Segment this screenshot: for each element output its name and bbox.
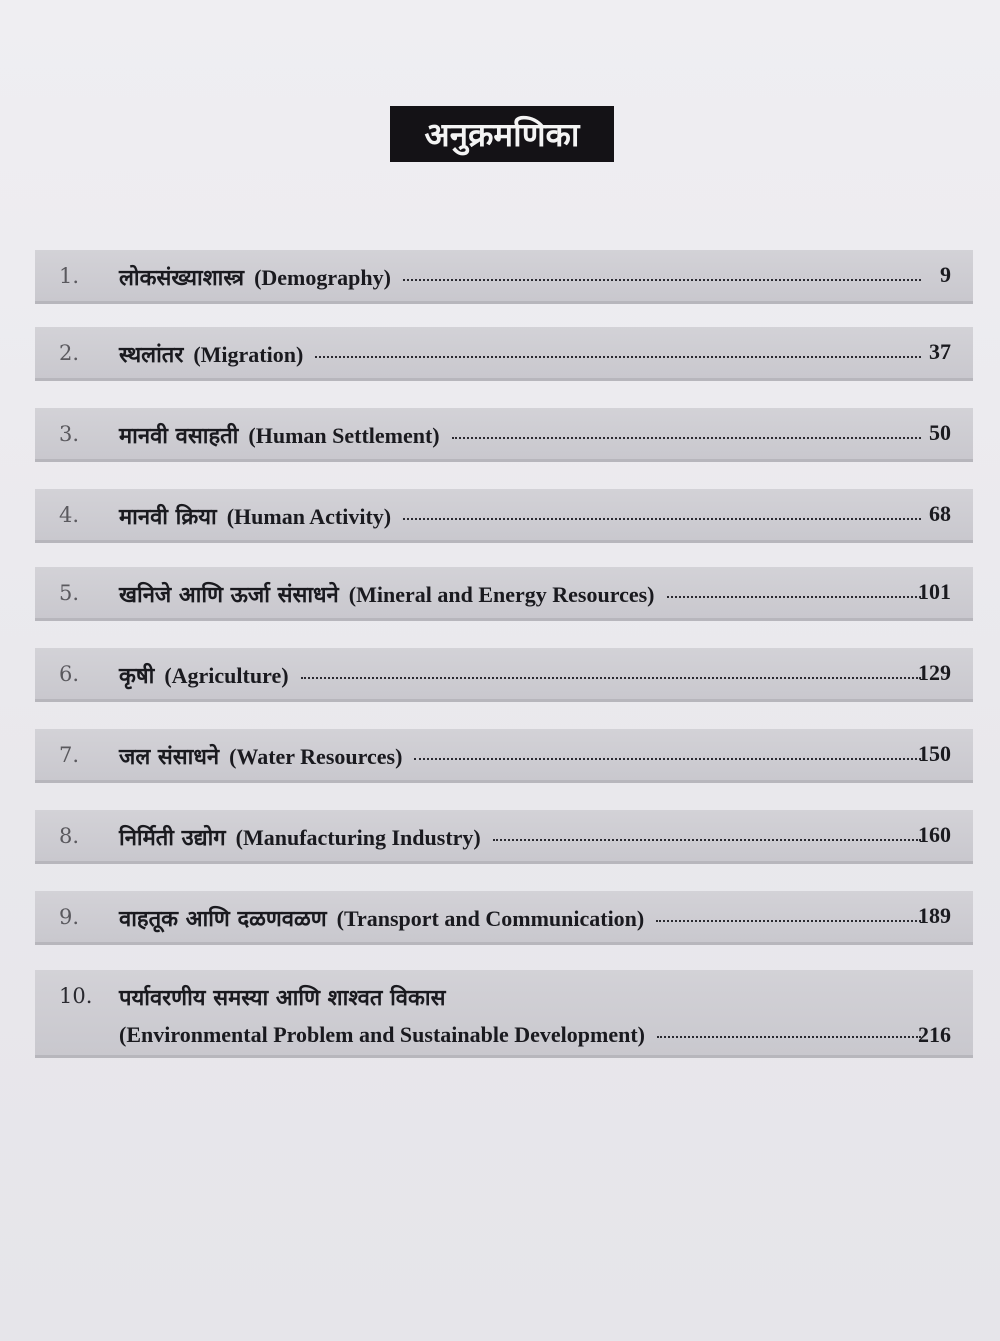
toc-row-4[interactable]: [35, 489, 973, 543]
entry-page-number: 50: [929, 420, 951, 445]
entry-number: 6.: [59, 662, 80, 686]
entry-page-number: 150: [918, 741, 951, 766]
entry-number: 8.: [59, 824, 80, 848]
toc-row-2[interactable]: [35, 327, 973, 381]
toc-title: अनुक्रमणिका: [424, 114, 580, 154]
toc-row-1[interactable]: [35, 250, 973, 304]
entry-title-english: (Environmental Problem and Sustainable Development): [119, 1022, 645, 1047]
dot-leader: [414, 758, 921, 760]
entry-number: 3.: [59, 422, 80, 446]
dot-leader: [667, 596, 921, 598]
entry-number: 5.: [59, 581, 80, 605]
entry-number: 7.: [59, 743, 80, 767]
entry-title-english: (Water Resources): [229, 744, 403, 769]
toc-row-6[interactable]: [35, 648, 973, 702]
entry-title-english: (Human Settlement): [248, 423, 440, 448]
entry-page-number: 68: [929, 501, 951, 526]
entry-page-number: 101: [918, 579, 951, 604]
entry-title-marathi: स्थलांतर: [119, 343, 184, 368]
entry-title-marathi: वाहतूक आणि दळणवळण: [119, 907, 327, 932]
entry-title-english: (Mineral and Energy Resources): [348, 582, 655, 607]
dot-leader: [301, 677, 921, 679]
dot-leader: [493, 839, 921, 841]
entry-title-marathi: निर्मिती उद्योग: [119, 826, 226, 851]
dot-leader: [315, 356, 921, 358]
entry-title-english: (Human Activity): [226, 504, 392, 529]
toc-row-9[interactable]: [35, 891, 973, 945]
entry-title-english: (Manufacturing Industry): [235, 825, 481, 850]
entry-page-number: 216: [918, 1022, 951, 1047]
entry-title-marathi: खनिजे आणि ऊर्जा संसाधने: [119, 583, 339, 608]
dot-leader: [452, 437, 921, 439]
entry-page-number: 189: [918, 903, 951, 928]
entry-title-marathi: जल संसाधने: [119, 745, 220, 770]
dot-leader: [403, 279, 921, 281]
entry-title-marathi: मानवी क्रिया: [119, 505, 217, 530]
dot-leader: [656, 920, 921, 922]
toc-row-8[interactable]: [35, 810, 973, 864]
entry-number: 9.: [59, 905, 80, 929]
entry-number: 2.: [59, 341, 80, 365]
toc-title-box: [390, 106, 614, 162]
entry-title-marathi: पर्यावरणीय समस्या आणि शाश्वत विकास: [119, 986, 446, 1011]
entry-title-english: (Migration): [193, 342, 304, 367]
entry-number: 4.: [59, 503, 80, 527]
entry-page-number: 37: [929, 339, 951, 364]
toc-row-10[interactable]: [35, 970, 973, 1058]
entry-title-english: (Demography): [254, 265, 391, 290]
toc-row-7[interactable]: [35, 729, 973, 783]
entry-title-english: (Agriculture): [164, 663, 289, 688]
entry-title-english: (Transport and Communication): [336, 906, 645, 931]
entry-number: 1.: [59, 264, 80, 288]
entry-title-marathi: कृषी: [119, 664, 155, 689]
entry-title-marathi: लोकसंख्याशास्त्र: [119, 266, 245, 291]
entry-page-number: 9: [940, 262, 951, 287]
toc-row-5[interactable]: [35, 567, 973, 621]
toc-row-3[interactable]: [35, 408, 973, 462]
entry-page-number: 160: [918, 822, 951, 847]
dot-leader: [403, 518, 921, 520]
entry-page-number: 129: [918, 660, 951, 685]
entry-title-marathi: मानवी वसाहती: [119, 424, 239, 449]
entry-number: 10.: [59, 984, 93, 1008]
dot-leader: [657, 1036, 921, 1038]
